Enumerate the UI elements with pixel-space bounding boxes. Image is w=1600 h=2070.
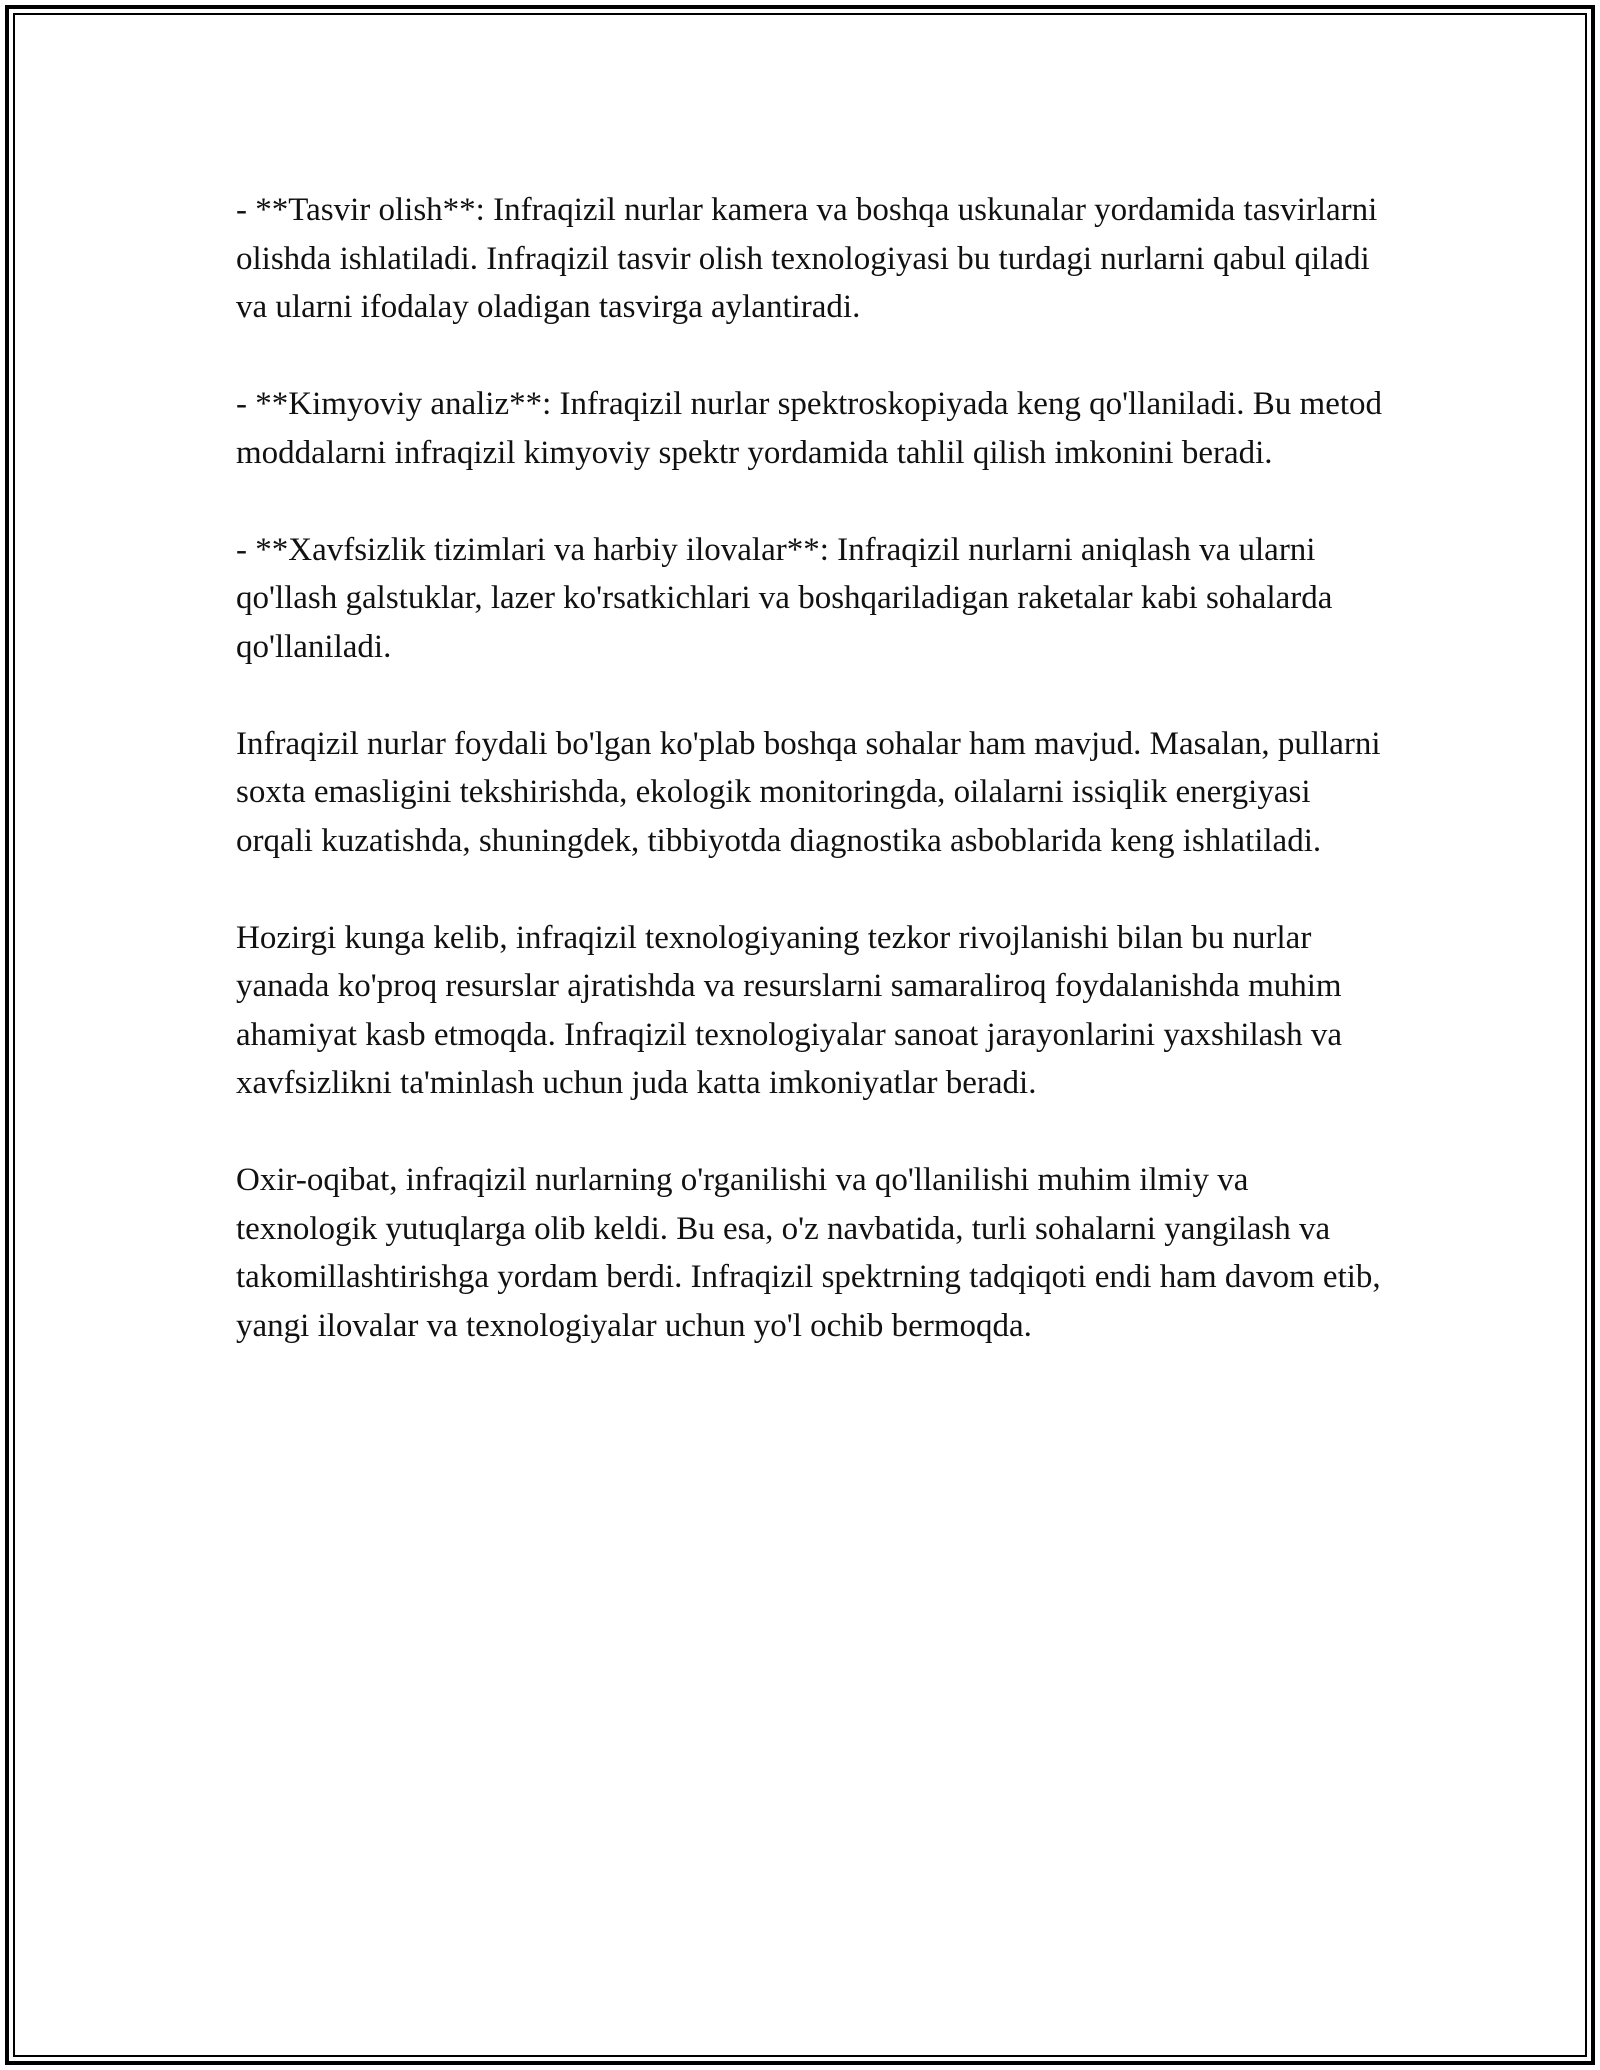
document-body [236,186,1386,1350]
paragraph-xulosa: Oxir-oqibat, infraqizil nurlarning o'rganilishi va qo'llanilishi muhim ilmiy va texnologik yutuqlarga olib keldi. Bu esa, o'z navbatida, turli sohalarni yangilash va takomillashtirishga yordam berdi. Infraqizil spektrning tadqiqoti endi ham davom etib, yangi ilovalar va texnologiyalar uchun yo'l ochib bermoqda. [236,1162,1381,1344]
paragraph-hozirgi-kun: Hozirgi kunga kelib, infraqizil texnologiyaning tezkor rivojlanishi bilan bu nurlar yanada ko'proq resurslar ajratishda va resurslarni samaraliroq foydalanishda muhim ahamiyat kasb etmoqda. Infraqizil texnologiyalar sanoat jarayonlarini yaxshilash va xavfsizlikni ta'minlash uchun juda katta imkoniyatlar beradi. [236,919,1343,1101]
paragraph-boshqa-sohalar: Infraqizil nurlar foydali bo'lgan ko'plab boshqa sohalar ham mavjud. Masalan, pullarni soxta emasligini tekshirishda, ekologik monitoringda, oilalarni issiqlik energiyasi orqali kuzatishda, shuningdek, tibbiyotda diagnostika asboblarida keng ishlatiladi. [236,725,1381,859]
paragraph-kimyoviy-analiz: - **Kimyoviy analiz**: Infraqizil nurlar spektroskopiyada keng qo'llaniladi. Bu metod moddalarni infraqizil kimyoviy spektr yordamida tahlil qilish imkonini beradi. [236,386,1383,471]
paragraph-tasvir-olish: - **Tasvir olish**: Infraqizil nurlar kamera va boshqa uskunalar yordamida tasvirlarni olishda ishlatiladi. Infraqizil tasvir olish texnologiyasi bu turdagi nurlarni qabul qiladi va ularni ifodalay oladigan tasvirga aylantiradi. [236,192,1378,325]
paragraph-xavfsizlik-tizimlari: - **Xavfsizlik tizimlari va harbiy ilovalar**: Infraqizil nurlarni aniqlash va ularni qo'llash galstuklar, lazer ko'rsatkichlari va boshqariladigan raketalar kabi sohalarda qo'llaniladi. [236,531,1333,665]
